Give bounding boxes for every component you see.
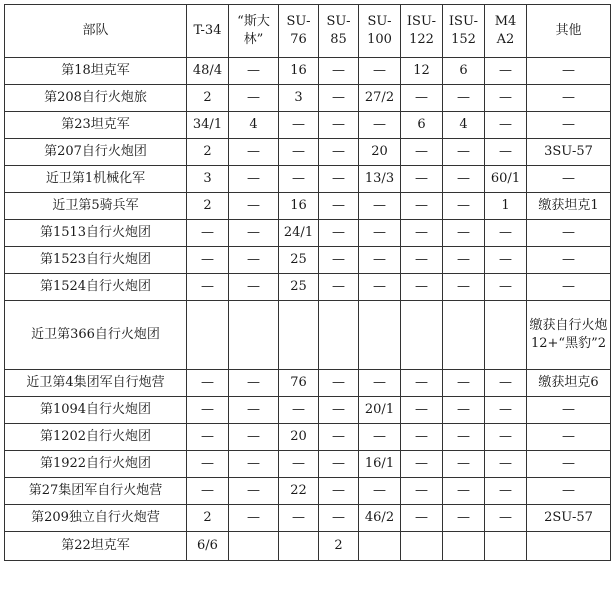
table-cell: — [443,274,485,301]
table-cell: — [229,274,279,301]
table-cell: — [527,112,611,139]
table-cell: — [229,193,279,220]
table-header-row [5,5,611,58]
table-cell: — [527,247,611,274]
unit-name-cell: 第23坦克军 [5,112,187,139]
table-cell: — [485,478,527,505]
column-header [319,5,359,58]
table-cell: — [359,220,401,247]
table-cell: — [401,193,443,220]
table-cell: — [359,424,401,451]
table-cell: — [401,370,443,397]
table-cell: — [401,166,443,193]
column-header [279,5,319,58]
column-header-line: “斯大 [237,14,270,29]
table-cell: — [443,451,485,478]
table-row [5,85,611,112]
table-cell: — [443,478,485,505]
table-row [5,193,611,220]
table-row [5,220,611,247]
table-cell: 48/4 [187,58,229,85]
table-cell: — [443,166,485,193]
table-cell: — [279,505,319,532]
table-cell: — [187,220,229,247]
table-cell: — [279,397,319,424]
table-cell: 2 [187,193,229,220]
table-cell: — [319,112,359,139]
table-cell: 34/1 [187,112,229,139]
table-cell: — [359,274,401,301]
table-cell: — [319,85,359,112]
table-cell: — [359,193,401,220]
table-cell: 13/3 [359,166,401,193]
table-cell: — [229,424,279,451]
table-cell [443,532,485,561]
table-cell: — [229,85,279,112]
table-cell: — [401,247,443,274]
column-header [187,5,229,58]
table-cell: — [485,505,527,532]
column-header-line: 152 [451,32,476,47]
table-cell: — [485,274,527,301]
table-cell: 6 [443,58,485,85]
table-cell: — [319,370,359,397]
table-cell: — [319,166,359,193]
column-header [401,5,443,58]
table-cell: — [359,112,401,139]
table-cell: — [527,397,611,424]
table-cell: — [279,166,319,193]
table-cell: — [229,451,279,478]
unit-name-cell: 第207自行火炮团 [5,139,187,166]
table-cell: — [443,85,485,112]
table-cell: — [485,112,527,139]
table-cell: 60/1 [485,166,527,193]
column-header-line: 其他 [555,23,582,38]
table-cell: — [229,166,279,193]
table-cell: — [443,220,485,247]
table-cell: — [401,424,443,451]
table-cell: 16 [279,58,319,85]
unit-name-cell: 第22坦克军 [5,532,187,561]
table-row [5,451,611,478]
table-cell: 6/6 [187,532,229,561]
table-cell: 16/1 [359,451,401,478]
table-cell: — [187,478,229,505]
table-cell: 16 [279,193,319,220]
table-row [5,247,611,274]
column-header [229,5,279,58]
column-header-line: T-34 [193,23,222,38]
table-cell: 1 [485,193,527,220]
table-cell: 25 [279,274,319,301]
table-cell: — [359,478,401,505]
unit-name-cell: 近卫第4集团军自行炮营 [5,370,187,397]
table-cell: 3 [279,85,319,112]
table-cell: — [443,397,485,424]
table-cell: — [527,274,611,301]
table-cell: — [485,247,527,274]
table-cell [229,301,279,370]
column-header-line: ISU- [406,14,437,29]
table-cell: — [485,220,527,247]
column-header [359,5,401,58]
table-cell: 缴获坦克1 [527,193,611,220]
vehicle-table [4,4,611,561]
table-cell: — [229,478,279,505]
table-cell: 缴获自行火炮12+“黑豹”2 [527,301,611,370]
table-cell: 4 [229,112,279,139]
column-header-line: 部队 [82,23,109,38]
table-cell [279,301,319,370]
table-row [5,166,611,193]
column-header-line: SU- [286,14,311,29]
table-cell [229,532,279,561]
column-header [527,5,611,58]
table-cell [527,532,611,561]
unit-name-cell: 第209独立自行火炮营 [5,505,187,532]
table-cell: 20 [359,139,401,166]
unit-name-cell: 近卫第5骑兵军 [5,193,187,220]
table-cell: — [359,370,401,397]
table-row [5,301,611,370]
table-cell: — [229,139,279,166]
table-cell [401,301,443,370]
table-cell: — [187,274,229,301]
table-cell: 22 [279,478,319,505]
table-cell: — [187,247,229,274]
table-cell: 缴获坦克6 [527,370,611,397]
table-cell: — [527,451,611,478]
table-row [5,370,611,397]
table-cell: — [319,193,359,220]
table-cell: — [319,505,359,532]
table-cell: 46/2 [359,505,401,532]
table-cell: — [229,370,279,397]
unit-name-cell: 第1202自行火炮团 [5,424,187,451]
column-header-line: 76 [290,32,307,47]
table-cell: — [443,505,485,532]
table-cell: — [527,424,611,451]
table-cell [359,532,401,561]
column-header-line: SU- [326,14,351,29]
table-cell [485,301,527,370]
table-cell: — [401,505,443,532]
table-cell: — [527,220,611,247]
table-row [5,424,611,451]
unit-name-cell: 近卫第366自行火炮团 [5,301,187,370]
table-cell: — [401,397,443,424]
table-cell: — [279,451,319,478]
column-header-line: 林” [243,32,264,47]
table-cell: — [443,247,485,274]
table-cell: — [279,139,319,166]
table-cell: 20/1 [359,397,401,424]
table-row [5,274,611,301]
column-header-line: 85 [330,32,347,47]
column-header-line: 100 [367,32,392,47]
table-cell: — [187,451,229,478]
column-header-line: M4 [494,14,517,29]
table-row [5,505,611,532]
table-cell: — [443,139,485,166]
table-cell: — [229,220,279,247]
table-cell: — [319,139,359,166]
table-cell: — [485,370,527,397]
table-cell: — [319,478,359,505]
table-cell [359,301,401,370]
table-cell: — [401,451,443,478]
table-row [5,58,611,85]
table-row [5,478,611,505]
unit-name-cell: 第208自行火炮旅 [5,85,187,112]
table-cell: — [527,478,611,505]
unit-name-cell: 第1524自行火炮团 [5,274,187,301]
table-cell: — [319,220,359,247]
unit-name-cell: 第1922自行火炮团 [5,451,187,478]
table-cell: 20 [279,424,319,451]
table-cell: 4 [443,112,485,139]
table-cell: 2 [187,505,229,532]
table-cell: — [527,166,611,193]
table-cell: 3 [187,166,229,193]
table-row [5,532,611,561]
table-cell: — [319,451,359,478]
table-cell [319,301,359,370]
table-cell [279,532,319,561]
column-header-line: ISU- [448,14,479,29]
table-cell: — [229,397,279,424]
table-cell: — [527,85,611,112]
table-cell: — [319,274,359,301]
table-cell: — [527,58,611,85]
table-cell: — [443,424,485,451]
unit-name-cell: 第1513自行火炮团 [5,220,187,247]
table-row [5,139,611,166]
table-cell [443,301,485,370]
column-header-line: 122 [409,32,434,47]
table-cell: — [187,370,229,397]
table-cell: — [319,58,359,85]
table-cell: 25 [279,247,319,274]
table-cell: 2SU-57 [527,505,611,532]
table-cell: — [401,85,443,112]
column-header-line: SU- [367,14,392,29]
table-cell: — [401,274,443,301]
table-cell: — [485,85,527,112]
table-body [5,58,611,561]
table-cell: 3SU-57 [527,139,611,166]
table-cell: — [229,58,279,85]
table-cell: 24/1 [279,220,319,247]
table-cell [401,532,443,561]
table-cell: — [279,112,319,139]
column-header-line: A2 [496,32,515,47]
table-cell [485,532,527,561]
table-cell: — [401,220,443,247]
table-cell: — [485,139,527,166]
column-header [5,5,187,58]
table-cell: 2 [319,532,359,561]
table-cell: — [229,505,279,532]
table-cell: 2 [187,139,229,166]
table-cell: 76 [279,370,319,397]
table-cell: — [187,397,229,424]
table-cell: 12 [401,58,443,85]
table-cell: — [229,247,279,274]
table-cell: — [319,247,359,274]
table-cell: — [485,397,527,424]
table-cell: — [443,370,485,397]
table-cell [187,301,229,370]
table-cell: 2 [187,85,229,112]
table-cell: 27/2 [359,85,401,112]
table-cell: — [319,397,359,424]
table-cell: — [401,139,443,166]
unit-name-cell: 第1094自行火炮团 [5,397,187,424]
column-header [443,5,485,58]
column-header [485,5,527,58]
unit-name-cell: 近卫第1机械化军 [5,166,187,193]
table-cell: — [443,193,485,220]
table-cell: — [187,424,229,451]
table-cell: — [485,451,527,478]
table-cell: — [401,478,443,505]
unit-name-cell: 第18坦克军 [5,58,187,85]
unit-name-cell: 第1523自行火炮团 [5,247,187,274]
unit-name-cell: 第27集团军自行火炮营 [5,478,187,505]
table-row [5,112,611,139]
table-cell: — [485,424,527,451]
table-row [5,397,611,424]
table-cell: — [319,424,359,451]
table-cell: — [485,58,527,85]
table-cell: — [359,247,401,274]
table-cell: — [359,58,401,85]
table-cell: 6 [401,112,443,139]
